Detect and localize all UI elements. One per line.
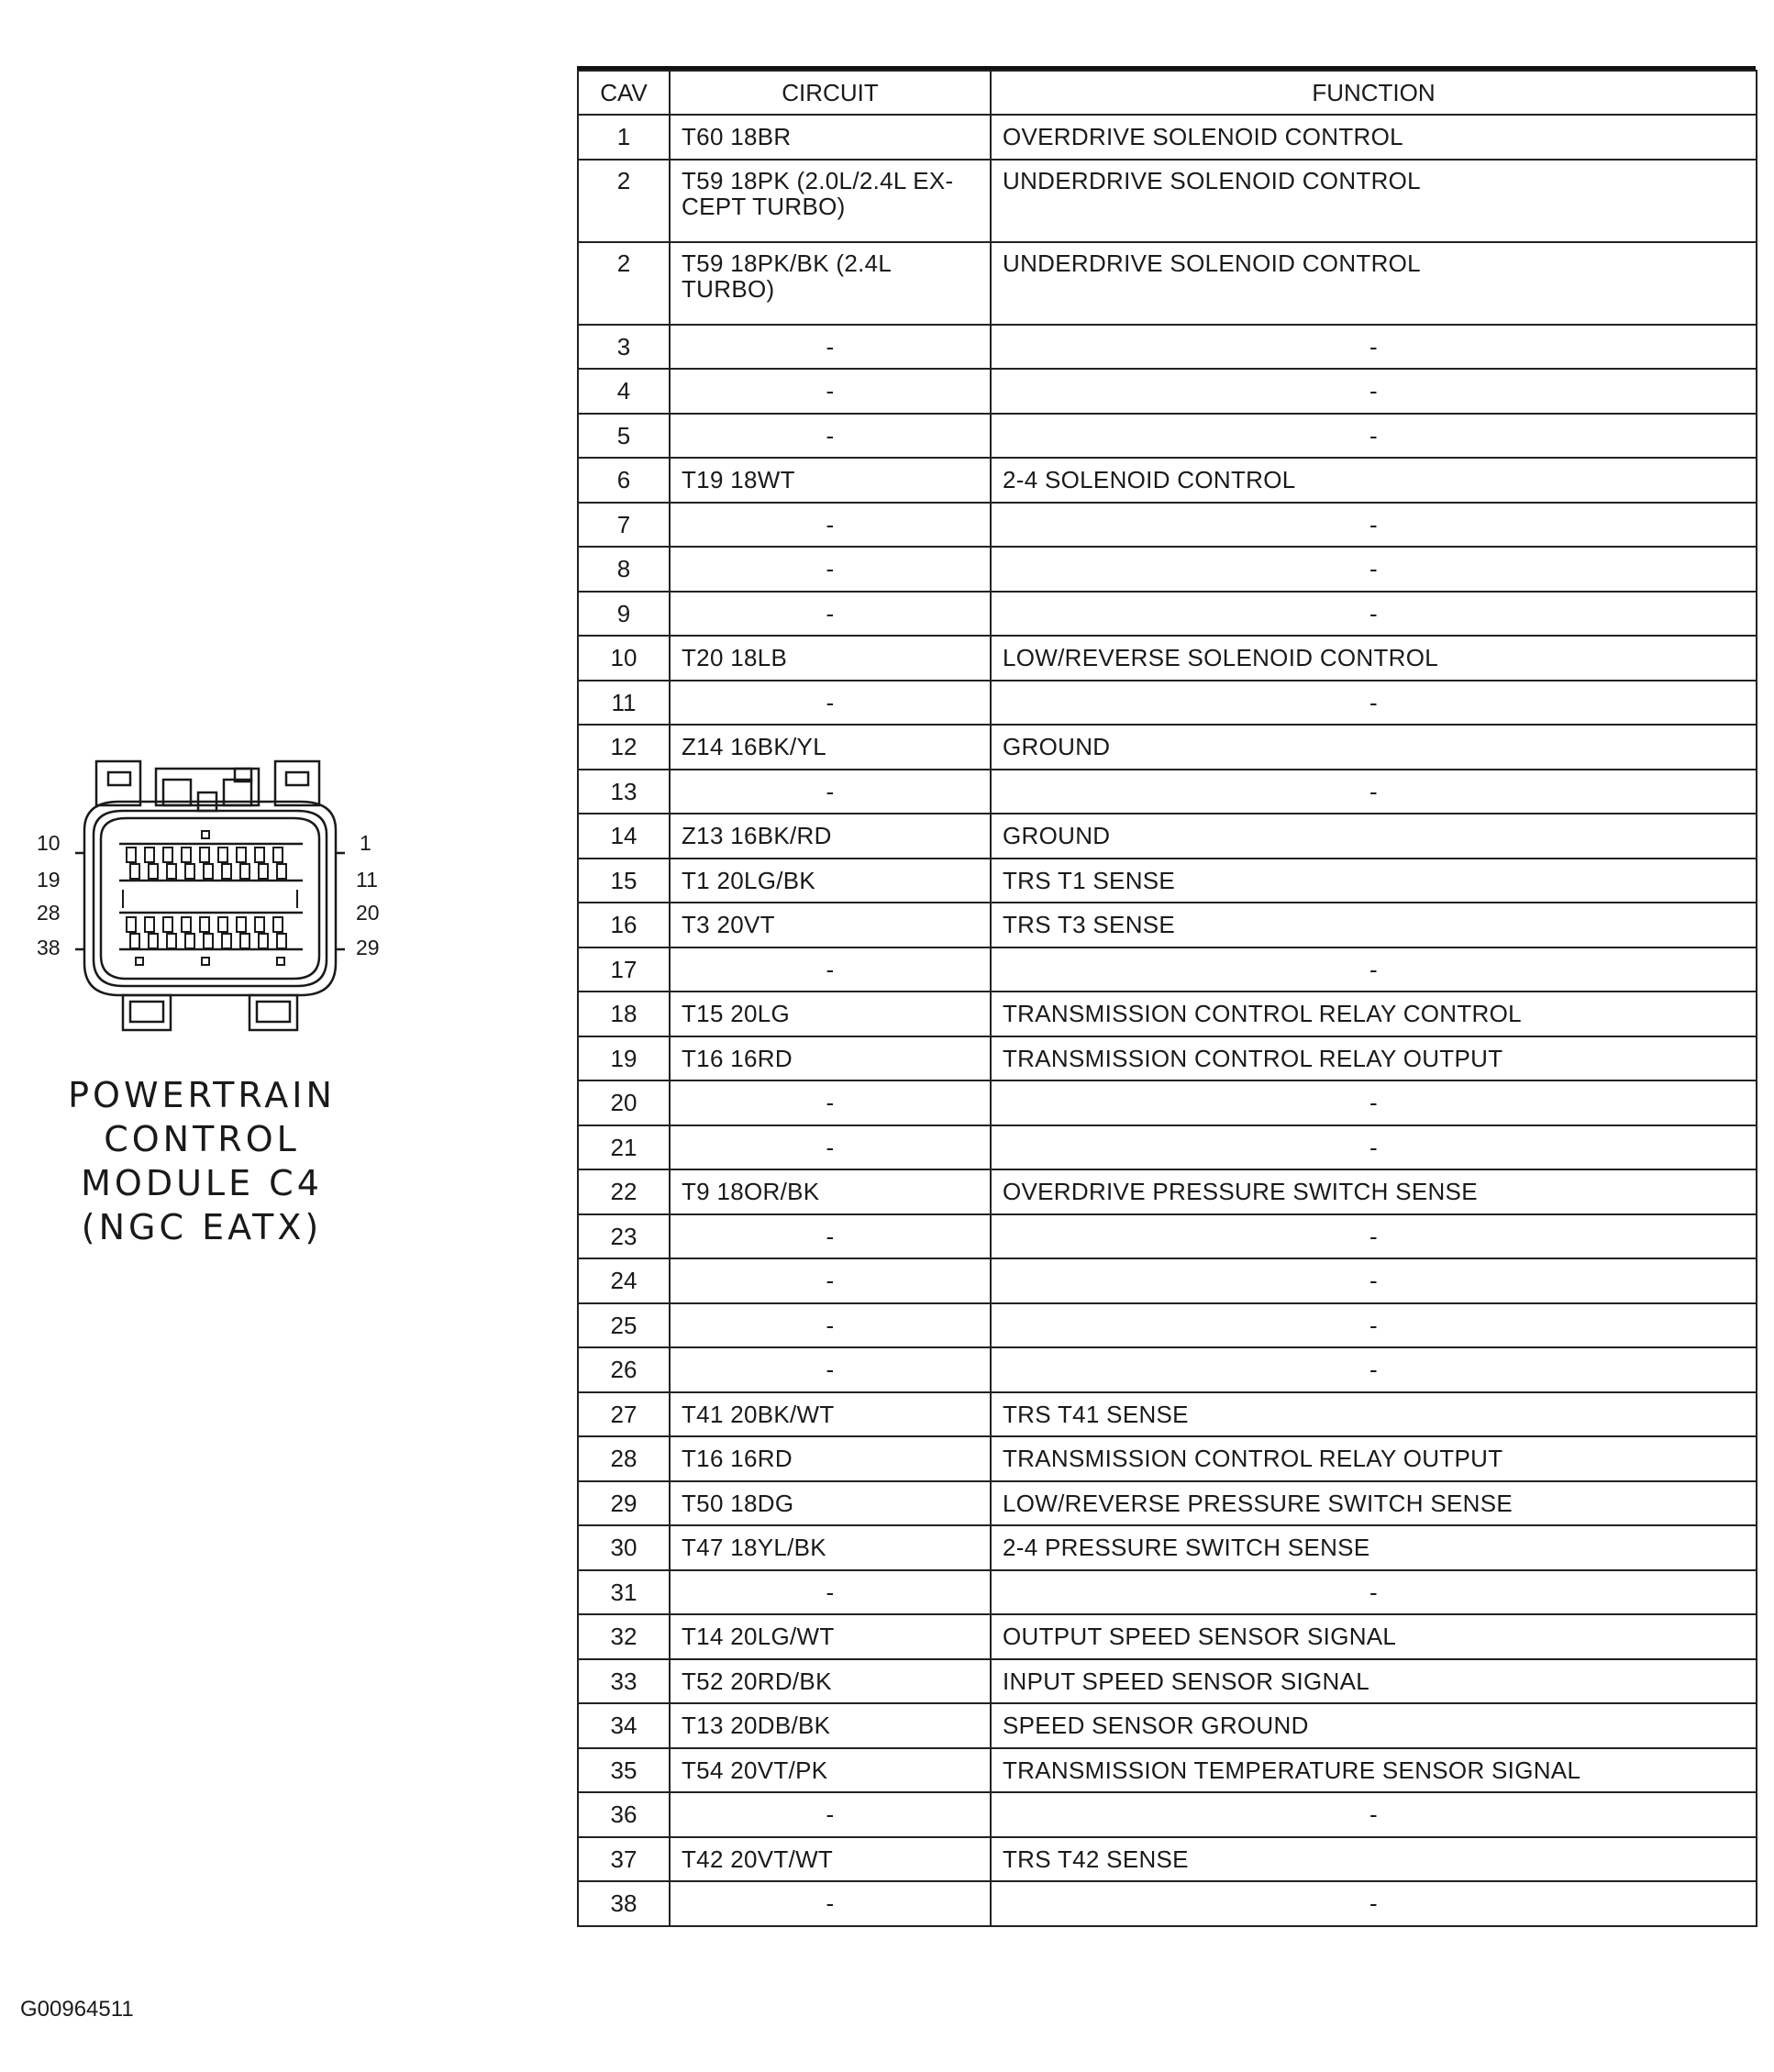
cell-function: OVERDRIVE PRESSURE SWITCH SENSE	[991, 1169, 1757, 1214]
connector-diagram	[28, 743, 394, 1055]
cell-function: UNDERDRIVE SOLENOID CONTROL	[991, 160, 1757, 242]
table-row	[578, 1570, 1757, 1615]
cell-function: LOW/REVERSE PRESSURE SWITCH SENSE	[991, 1481, 1757, 1526]
cell-cav: 33	[578, 1659, 670, 1704]
table-row	[578, 242, 1757, 325]
cell-circuit: -	[670, 770, 991, 814]
table-row	[578, 903, 1757, 947]
cell-function: -	[991, 947, 1757, 992]
cell-circuit: -	[670, 325, 991, 370]
cell-cav: 16	[578, 903, 670, 947]
table-row	[578, 1792, 1757, 1837]
cell-cav: 4	[578, 369, 670, 414]
cell-cav: 11	[578, 681, 670, 726]
cell-cav: 36	[578, 1792, 670, 1837]
table-row	[578, 636, 1757, 681]
cell-function: -	[991, 1214, 1757, 1259]
cell-function: -	[991, 1080, 1757, 1125]
table-header-row	[578, 71, 1757, 115]
cell-cav: 15	[578, 859, 670, 903]
cell-function: -	[991, 1258, 1757, 1303]
cell-circuit: T9 18OR/BK	[670, 1169, 991, 1214]
cell-circuit: -	[670, 1570, 991, 1615]
cell-function: TRANSMISSION TEMPERATURE SENSOR SIGNAL	[991, 1748, 1757, 1793]
cell-function: SPEED SENSOR GROUND	[991, 1703, 1757, 1748]
cell-circuit: -	[670, 1080, 991, 1125]
cell-function: -	[991, 770, 1757, 814]
table-row	[578, 1837, 1757, 1882]
cell-cav: 28	[578, 1436, 670, 1481]
table-row	[578, 1659, 1757, 1704]
figure-id: G00964511	[20, 1997, 134, 2022]
cell-circuit: -	[670, 414, 991, 459]
cell-circuit: T13 20DB/BK	[670, 1703, 991, 1748]
pin-label-right-1: 1	[360, 831, 371, 855]
caption-line: CONTROL	[104, 1119, 300, 1159]
cell-circuit: -	[670, 503, 991, 548]
cell-function: -	[991, 681, 1757, 726]
cell-function: -	[991, 1792, 1757, 1837]
cell-function: -	[991, 1570, 1757, 1615]
cell-circuit: T16 16RD	[670, 1436, 991, 1481]
cell-cav: 21	[578, 1125, 670, 1170]
cell-circuit: T16 16RD	[670, 1036, 991, 1081]
cell-cav: 13	[578, 770, 670, 814]
cell-function: UNDERDRIVE SOLENOID CONTROL	[991, 242, 1757, 325]
cell-cav: 25	[578, 1303, 670, 1348]
cell-circuit: T1 20LG/BK	[670, 859, 991, 903]
table-row	[578, 1436, 1757, 1481]
cell-function: -	[991, 369, 1757, 414]
cell-cav: 9	[578, 592, 670, 637]
cell-cav: 19	[578, 1036, 670, 1081]
table-row	[578, 1036, 1757, 1081]
cell-cav: 32	[578, 1614, 670, 1659]
table-row	[578, 1169, 1757, 1214]
cell-cav: 27	[578, 1392, 670, 1437]
cell-cav: 2	[578, 160, 670, 242]
cell-function: TRANSMISSION CONTROL RELAY OUTPUT	[991, 1036, 1757, 1081]
cell-function: TRS T41 SENSE	[991, 1392, 1757, 1437]
cell-cav: 14	[578, 814, 670, 859]
cell-circuit: -	[670, 1258, 991, 1303]
cell-cav: 3	[578, 325, 670, 370]
cell-cav: 22	[578, 1169, 670, 1214]
cell-circuit: T47 18YL/BK	[670, 1525, 991, 1570]
cell-circuit: -	[670, 1214, 991, 1259]
table-row	[578, 859, 1757, 903]
table-row	[578, 547, 1757, 592]
table-row	[578, 1614, 1757, 1659]
table-row	[578, 770, 1757, 814]
cell-function: OVERDRIVE SOLENOID CONTROL	[991, 115, 1757, 160]
header-circuit: CIRCUIT	[670, 71, 991, 115]
cell-function: -	[991, 1125, 1757, 1170]
pinout-table-wrap	[577, 70, 1756, 1927]
cell-cav: 12	[578, 725, 670, 770]
cell-function: OUTPUT SPEED SENSOR SIGNAL	[991, 1614, 1757, 1659]
table-row	[578, 160, 1757, 242]
cell-circuit: -	[670, 681, 991, 726]
cell-cav: 29	[578, 1481, 670, 1526]
cell-circuit: -	[670, 947, 991, 992]
cell-circuit: T19 18WT	[670, 458, 991, 503]
cell-circuit: T52 20RD/BK	[670, 1659, 991, 1704]
table-row	[578, 1881, 1757, 1926]
cell-function: -	[991, 503, 1757, 548]
table-row	[578, 1347, 1757, 1392]
cell-circuit: T3 20VT	[670, 903, 991, 947]
cell-cav: 24	[578, 1258, 670, 1303]
cell-function: TRANSMISSION CONTROL RELAY OUTPUT	[991, 1436, 1757, 1481]
cell-circuit: Z13 16BK/RD	[670, 814, 991, 859]
cell-circuit: T54 20VT/PK	[670, 1748, 991, 1793]
table-row	[578, 1080, 1757, 1125]
cell-cav: 34	[578, 1703, 670, 1748]
cell-cav: 31	[578, 1570, 670, 1615]
table-row	[578, 325, 1757, 370]
cell-cav: 30	[578, 1525, 670, 1570]
cell-circuit: T59 18PK/BK (2.4L TURBO)	[670, 242, 991, 325]
cell-circuit: T59 18PK (2.0L/2.4L EX- CEPT TURBO)	[670, 160, 991, 242]
cell-function: -	[991, 414, 1757, 459]
cell-cav: 18	[578, 992, 670, 1036]
cell-function: -	[991, 592, 1757, 637]
cell-function: TRS T3 SENSE	[991, 903, 1757, 947]
table-row	[578, 1258, 1757, 1303]
caption-line: (NGC EATX)	[81, 1207, 323, 1247]
cell-cav: 38	[578, 1881, 670, 1926]
cell-function: -	[991, 1881, 1757, 1926]
cell-circuit: -	[670, 1792, 991, 1837]
table-row	[578, 1125, 1757, 1170]
cell-cav: 23	[578, 1214, 670, 1259]
cell-function: GROUND	[991, 814, 1757, 859]
caption-line: POWERTRAIN	[68, 1075, 336, 1115]
cell-circuit: -	[670, 1881, 991, 1926]
cell-circuit: -	[670, 1303, 991, 1348]
cell-function: GROUND	[991, 725, 1757, 770]
cell-circuit: T14 20LG/WT	[670, 1614, 991, 1659]
table-row	[578, 1525, 1757, 1570]
table-row	[578, 369, 1757, 414]
cell-circuit: -	[670, 369, 991, 414]
caption-line: MODULE C4	[81, 1163, 323, 1203]
pin-label-right-4: 29	[356, 936, 380, 959]
cell-cav: 2	[578, 242, 670, 325]
table-top-rule	[577, 66, 1756, 70]
header-function: FUNCTION	[991, 71, 1757, 115]
table-row	[578, 1214, 1757, 1259]
cell-cav: 6	[578, 458, 670, 503]
table-row	[578, 458, 1757, 503]
cell-cav: 35	[578, 1748, 670, 1793]
pinout-table	[577, 70, 1757, 1927]
table-row	[578, 1392, 1757, 1437]
cell-function: TRS T42 SENSE	[991, 1837, 1757, 1882]
connector-caption	[37, 1073, 367, 1249]
cell-function: TRANSMISSION CONTROL RELAY CONTROL	[991, 992, 1757, 1036]
cell-function: 2-4 SOLENOID CONTROL	[991, 458, 1757, 503]
pin-label-left-1: 10	[37, 831, 61, 855]
table-row	[578, 992, 1757, 1036]
pin-label-right-2: 11	[356, 868, 378, 892]
cell-circuit: T50 18DG	[670, 1481, 991, 1526]
pinout-table-body	[578, 115, 1757, 1926]
table-row	[578, 947, 1757, 992]
cell-cav: 10	[578, 636, 670, 681]
table-row	[578, 1481, 1757, 1526]
cell-circuit: Z14 16BK/YL	[670, 725, 991, 770]
cell-function: -	[991, 1303, 1757, 1348]
connector-drawing	[28, 743, 394, 1055]
cell-cav: 20	[578, 1080, 670, 1125]
cell-function: -	[991, 1347, 1757, 1392]
table-row	[578, 1703, 1757, 1748]
cell-cav: 1	[578, 115, 670, 160]
cell-cav: 7	[578, 503, 670, 548]
cell-circuit: -	[670, 1125, 991, 1170]
table-row	[578, 414, 1757, 459]
cell-function: INPUT SPEED SENSOR SIGNAL	[991, 1659, 1757, 1704]
pin-label-left-2: 19	[37, 868, 61, 892]
cell-function: 2-4 PRESSURE SWITCH SENSE	[991, 1525, 1757, 1570]
cell-cav: 17	[578, 947, 670, 992]
cell-circuit: -	[670, 547, 991, 592]
cell-circuit: -	[670, 1347, 991, 1392]
table-row	[578, 503, 1757, 548]
cell-cav: 37	[578, 1837, 670, 1882]
cell-cav: 26	[578, 1347, 670, 1392]
cell-circuit: T60 18BR	[670, 115, 991, 160]
table-row	[578, 814, 1757, 859]
cell-cav: 5	[578, 414, 670, 459]
pin-label-left-4: 38	[37, 936, 61, 959]
table-row	[578, 115, 1757, 160]
table-row	[578, 1303, 1757, 1348]
cell-circuit: T15 20LG	[670, 992, 991, 1036]
cell-function: LOW/REVERSE SOLENOID CONTROL	[991, 636, 1757, 681]
pin-label-right-3: 20	[356, 901, 380, 925]
cell-circuit: T20 18LB	[670, 636, 991, 681]
table-row	[578, 1748, 1757, 1793]
cell-circuit: -	[670, 592, 991, 637]
table-row	[578, 725, 1757, 770]
cell-function: TRS T1 SENSE	[991, 859, 1757, 903]
cell-circuit: T42 20VT/WT	[670, 1837, 991, 1882]
cell-function: -	[991, 325, 1757, 370]
cell-circuit: T41 20BK/WT	[670, 1392, 991, 1437]
header-cav: CAV	[578, 71, 670, 115]
table-row	[578, 592, 1757, 637]
table-row	[578, 681, 1757, 726]
cell-function: -	[991, 547, 1757, 592]
pin-label-left-3: 28	[37, 901, 61, 925]
cell-cav: 8	[578, 547, 670, 592]
